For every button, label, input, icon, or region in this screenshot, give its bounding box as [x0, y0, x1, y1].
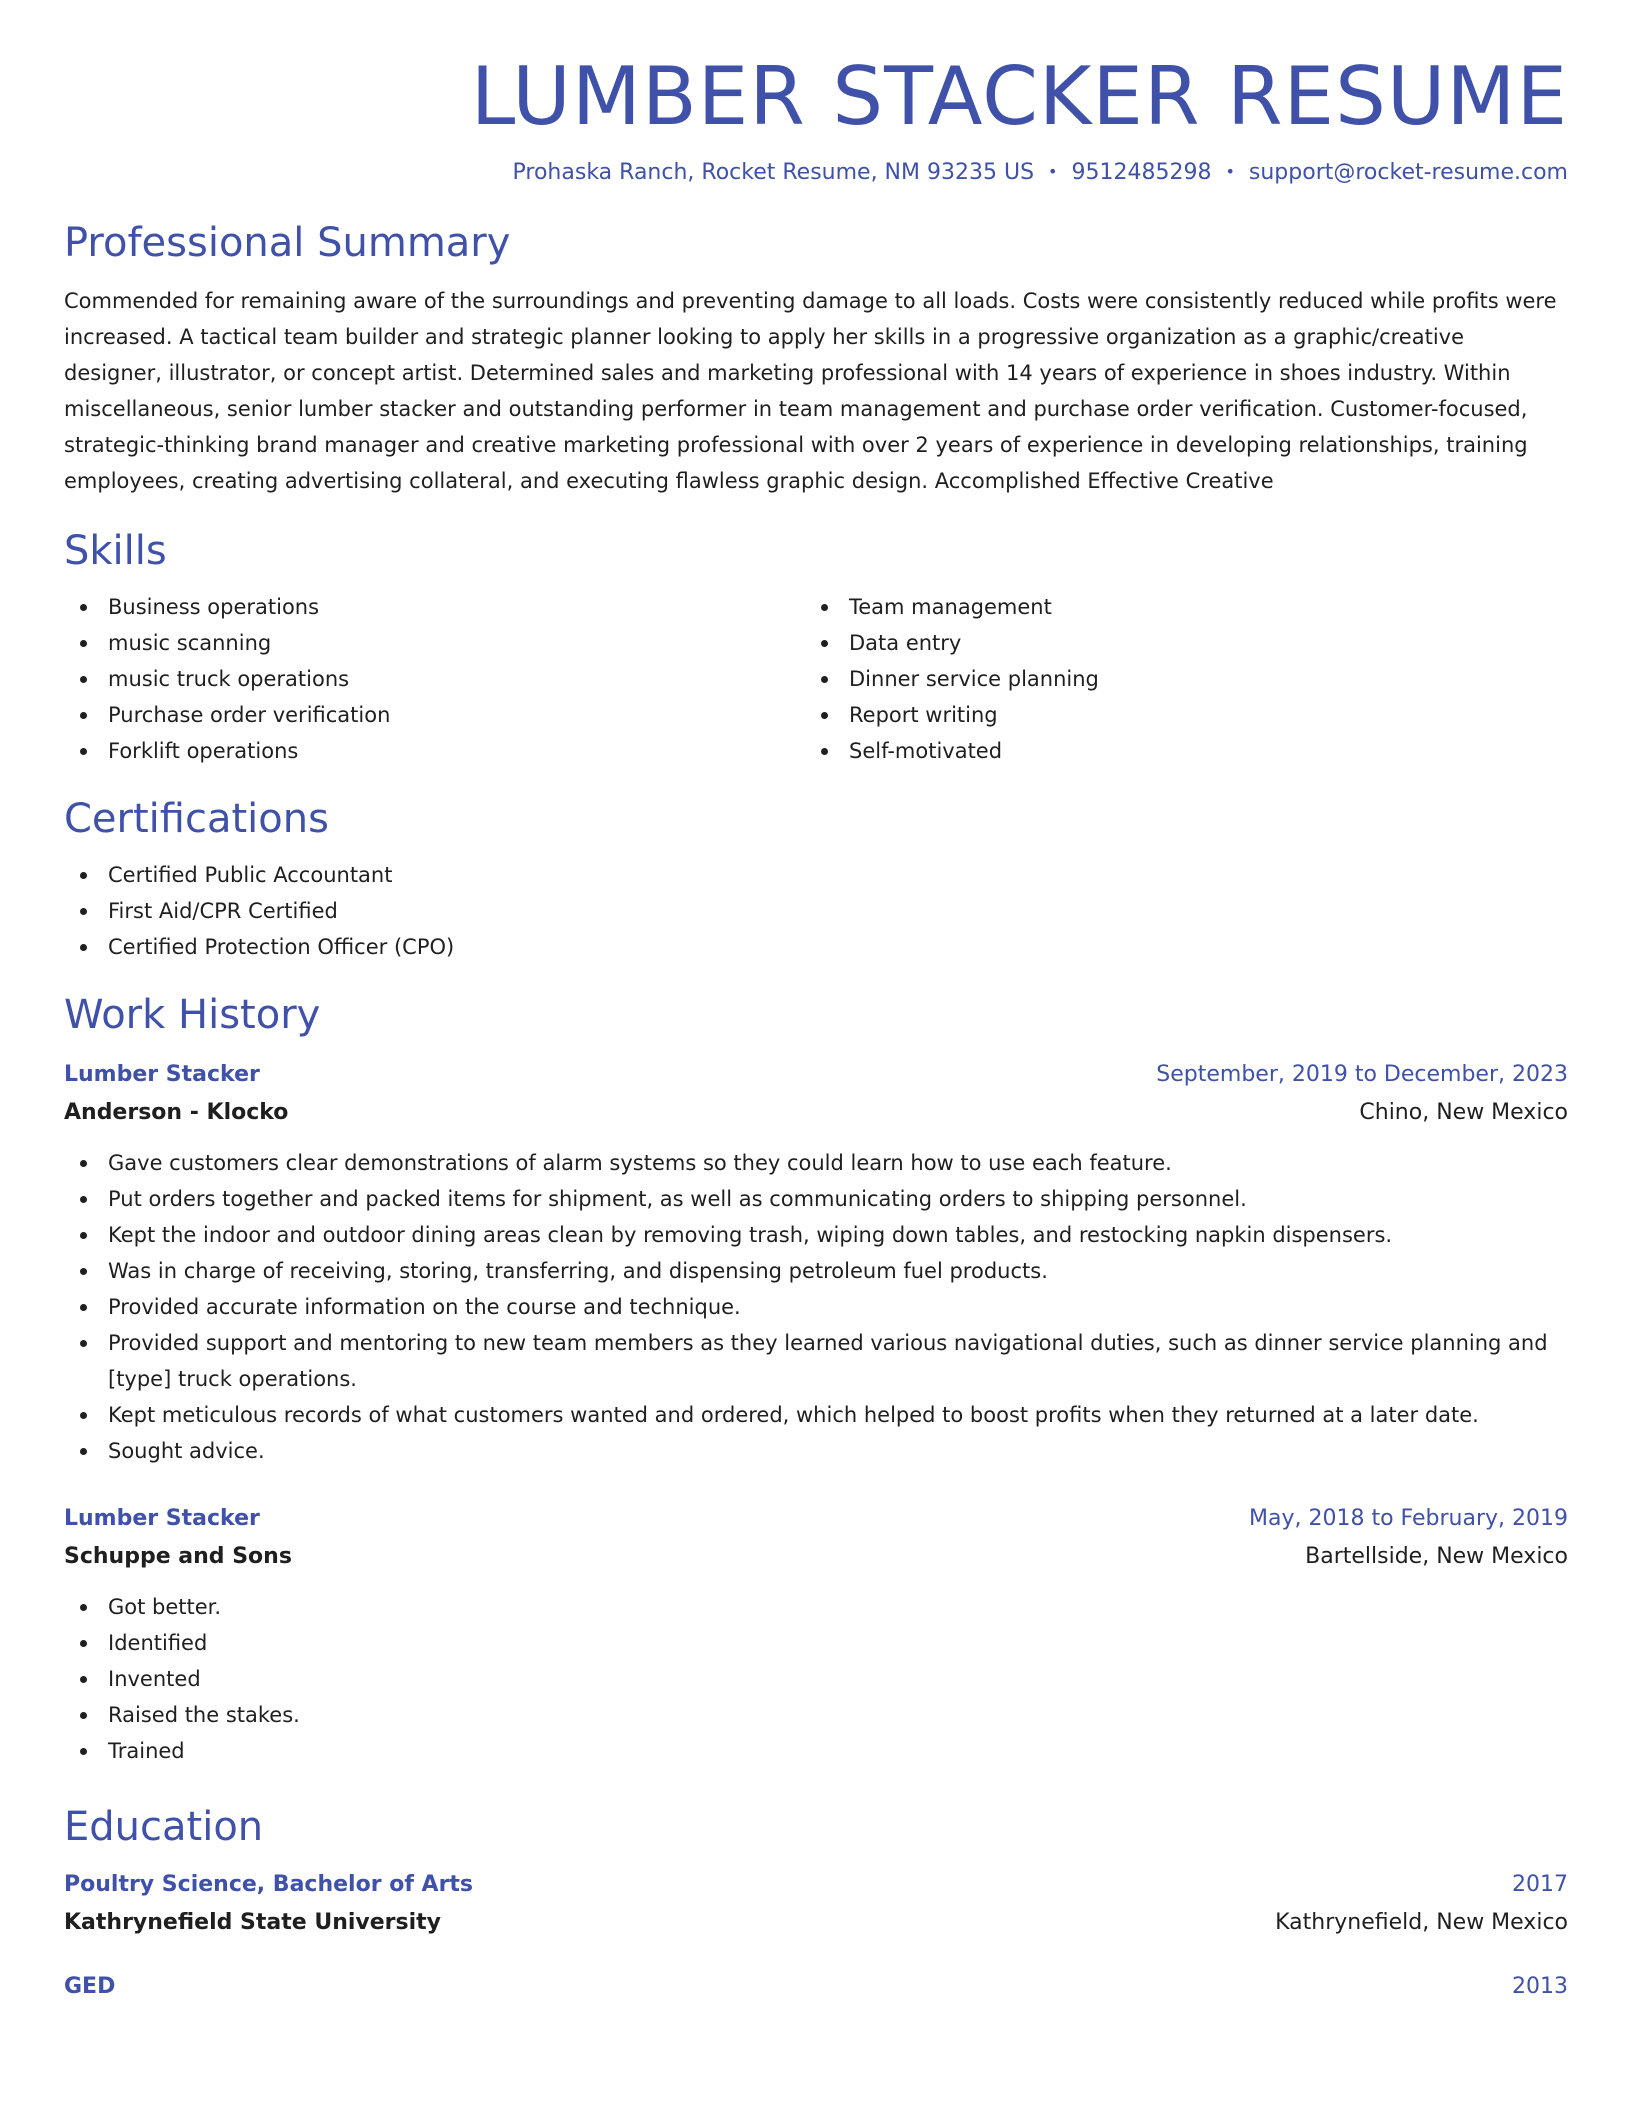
duty-item: Provided support and mentoring to new team members as they learned various navigational duties, such as dinner service planning and [type] truck operations. [64, 1325, 1568, 1397]
duty-item: Sought advice. [64, 1433, 1568, 1469]
skill-item: Report writing [805, 697, 1546, 733]
employer-name: Anderson - Klocko [64, 1099, 289, 1125]
job-entry [64, 1503, 1568, 1769]
certification-item: Certified Protection Officer (CPO) [64, 929, 1568, 965]
skill-item: Self-motivated [805, 733, 1546, 769]
job-dates: May, 2018 to February, 2019 [1249, 1505, 1568, 1531]
skill-item: Purchase order verification [64, 697, 805, 733]
skill-item: music scanning [64, 625, 805, 661]
duty-item: Invented [64, 1661, 1568, 1697]
school-location: Kathrynefield, New Mexico [1275, 1909, 1568, 1935]
summary-text: Commended for remaining aware of the surroundings and preventing damage to all loads. Costs were consistently reduced while profits were increased. A tactical team builder and strategic planner looking to apply her skills in a progressive organization as a graphic/creative designer, illustrator, or concept artist. Determined sales and marketing professional with 14 years of experience in shoes industry. Within miscellaneous, senior lumber stacker and outstanding performer in team management and purchase order verification. Customer-focused, strategic-thinking brand manager and creative marketing professional with over 2 years of experience in developing relationships, training employees, creating advertising collateral, and executing flawless graphic design. Accomplished Effective Creative [64, 288, 1557, 493]
job-title: Lumber Stacker [64, 1505, 260, 1531]
graduation-year: 2017 [1512, 1871, 1568, 1897]
contact-line [64, 160, 1568, 185]
duty-item: Got better. [64, 1589, 1568, 1625]
certifications-heading: Certifications [64, 795, 329, 842]
skills-heading: Skills [64, 527, 167, 574]
duty-item: Gave customers clear demonstrations of alarm systems so they could learn how to use each feature. [64, 1145, 1568, 1181]
degree-name: GED [64, 1973, 116, 1999]
school-name: Kathrynefield State University [64, 1909, 441, 1935]
skill-item: Dinner service planning [805, 661, 1546, 697]
certifications-list [64, 857, 1568, 965]
duty-item: Raised the stakes. [64, 1697, 1568, 1733]
resume-title: LUMBER STACKER RESUME [470, 50, 1568, 143]
certification-item: First Aid/CPR Certified [64, 893, 1568, 929]
duty-item: Identified [64, 1625, 1568, 1661]
skill-item: music truck operations [64, 661, 805, 697]
separator-dot: • [1225, 161, 1235, 181]
duty-item: Kept the indoor and outdoor dining areas clean by removing trash, wiping down tables, and restocking napkin dispensers. [64, 1217, 1568, 1253]
work-history-heading: Work History [64, 991, 321, 1038]
duty-item: Was in charge of receiving, storing, transferring, and dispensing petroleum fuel products. [64, 1253, 1568, 1289]
job-duties [64, 1145, 1568, 1469]
job-duties [64, 1589, 1568, 1769]
duty-item: Put orders together and packed items for shipment, as well as communicating orders to shipping personnel. [64, 1181, 1568, 1217]
skill-item: Forklift operations [64, 733, 805, 769]
degree-name: Poultry Science, Bachelor of Arts [64, 1871, 474, 1897]
duty-item: Trained [64, 1733, 1568, 1769]
skill-item: Team management [805, 589, 1546, 625]
education-entry [64, 1971, 1568, 2003]
skill-item: Data entry [805, 625, 1546, 661]
duty-item: Provided accurate information on the course and technique. [64, 1289, 1568, 1325]
education-entry [64, 1869, 1568, 1941]
job-entry [64, 1059, 1568, 1469]
duty-item: Kept meticulous records of what customers wanted and ordered, which helped to boost profits when they returned at a later date. [64, 1397, 1568, 1433]
phone: 9512485298 [1071, 159, 1212, 185]
skills-list [64, 589, 1568, 769]
job-title: Lumber Stacker [64, 1061, 260, 1087]
summary-heading: Professional Summary [64, 219, 511, 266]
address: Prohaska Ranch, Rocket Resume, NM 93235 US [512, 159, 1035, 185]
employer-name: Schuppe and Sons [64, 1543, 292, 1569]
separator-dot: • [1048, 161, 1058, 181]
job-location: Chino, New Mexico [1359, 1099, 1568, 1125]
skills-column-left [64, 589, 805, 769]
graduation-year: 2013 [1512, 1973, 1568, 1999]
certification-item: Certified Public Accountant [64, 857, 1568, 893]
job-dates: September, 2019 to December, 2023 [1156, 1061, 1568, 1087]
skill-item: Business operations [64, 589, 805, 625]
email: support@rocket-resume.com [1248, 159, 1568, 185]
skills-column-right [805, 589, 1546, 769]
education-heading: Education [64, 1803, 264, 1850]
job-location: Bartellside, New Mexico [1305, 1543, 1568, 1569]
